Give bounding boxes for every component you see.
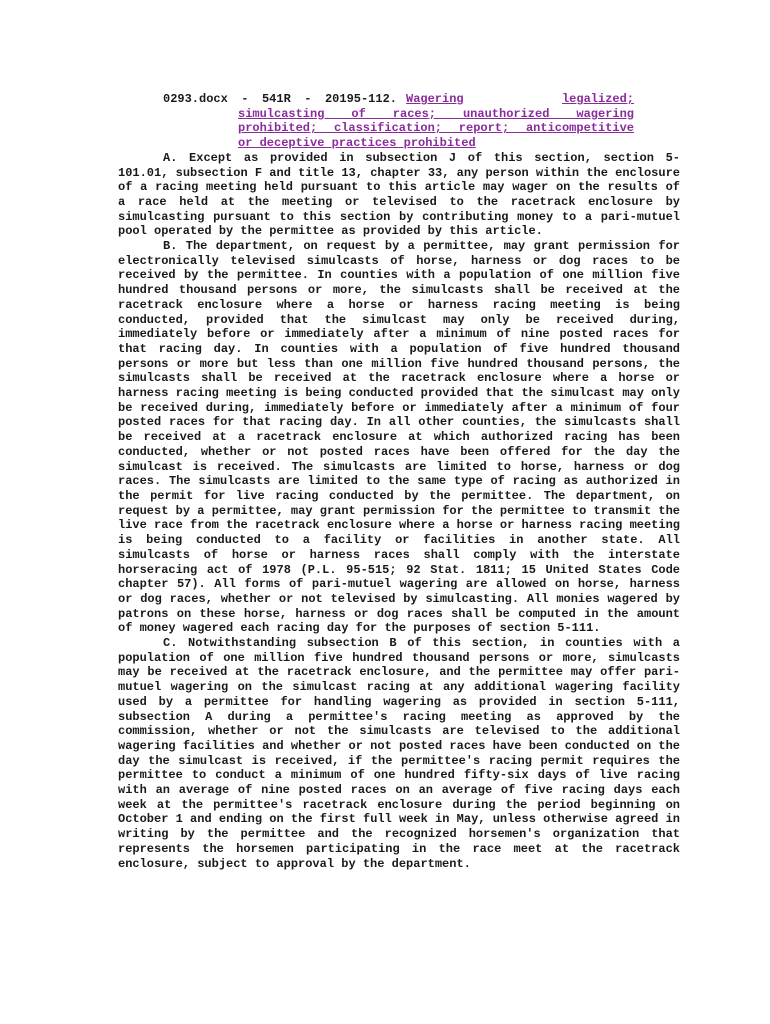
section-title-text: simulcasting of races; unauthorized wagering xyxy=(238,106,634,121)
section-heading-lead xyxy=(163,92,397,107)
section-title-line xyxy=(238,136,634,151)
section-heading-line xyxy=(163,92,634,107)
section-title-word: Wagering xyxy=(406,92,464,106)
section-title-line xyxy=(238,107,634,122)
separator-dash: - xyxy=(304,92,312,106)
separator-dash: - xyxy=(241,92,249,106)
section-number xyxy=(325,92,397,107)
subsection-a: A. Except as provided in subsection J of this section, section 5-101.01, subsection F and title 13, chapter 33, any person within the enclosure of a racing meeting held pursuant to this article may wager on the results of a race held at the meeting or televised to the racetrack enclosure by simulcasting pursuant to this section by contributing money to a pari-mutuel pool operated by the permittee as provided by this article. xyxy=(118,150,680,239)
section-title-text: prohibited; classification; report; anticompetitive xyxy=(238,121,634,136)
section-title-word: legalized; xyxy=(561,92,634,106)
doc-file-name: 0293.docx xyxy=(163,92,228,106)
document-page xyxy=(118,92,680,871)
section-title-start xyxy=(397,92,634,107)
section-title-text: or deceptive practices prohibited xyxy=(238,136,476,151)
subsection-b: B. The department, on request by a permittee, may grant permission for electronically televised simulcasts of horse, harness or dog races to be received by the permittee. In counties with a population of one million five hundred thousand persons or more, the simulcasts shall be received at the racetrack enclosure where a horse or harness racing meeting is being conducted, provided that the simulcast may only be received during, immediately before or immediately after a minimum of nine posted races for that racing day. In counties with a population of five hundred thousand persons or more but less than one million five hundred thousand persons, the simulcasts shall be received at the racetrack enclosure where a horse or harness racing meeting is being conducted provided that the simulcast may only be received during, immediately before or immediately after a minimum of four posted races for that racing day. In all other counties, the simulcasts shall be received at a racetrack enclosure at which authorized racing has been conducted, whether or not posted races have been offered for the day the simulcast is received. The simulcasts are limited to horse, harness or dog races. The simulcasts are limited to the same type of racing as authorized in the permit for live racing conducted by the permittee. The department, on request by a permittee, may grant permission for the permittee to transmit the live race from the racetrack enclosure where a horse or harness racing meeting is being conducted to a facility or facilities in another state. All simulcasts of horse or harness races shall comply with the interstate horseracing act of 1978 (P.L. 95-515; 92 Stat. 1811; 15 United States Code chapter 57). All forms of pari-mutuel wagering are allowed on horse, harness or dog races, whether or not televised by simulcasting. All monies wagered by patrons on these horse, harness or dog races shall be computed in the amount of money wagered each racing day for the purposes of section 5-111. xyxy=(118,239,680,636)
year-code: 20195 xyxy=(324,92,361,106)
section-title-line xyxy=(238,121,634,136)
bill-number: 541R xyxy=(261,92,291,106)
section-ref: -112. xyxy=(360,92,397,106)
subsection-c: C. Notwithstanding subsection B of this section, in counties with a population of one million five hundred thousand persons or more, simulcasts may be received at the racetrack enclosure, and the permittee may offer pari-mutuel wagering on the simulcast racing at any additional wagering facility used by a permittee for handling wagering as provided in section 5-111, subsection A during a permittee's racing meeting as approved by the commission, whether or not the simulcasts are televised to the additional wagering facilities and whether or not posted races have been conducted on the day the simulcast is received, if the permittee's racing permit requires the permittee to conduct a minimum of one hundred fifty-six days of live racing with an average of nine posted races on an average of five racing days each week at the permittee's racetrack enclosure during the period beginning on October 1 and ending on the first full week in May, unless otherwise agreed in writing by the permittee and the recognized horsemen's organization that represents the horsemen participating in the race meet at the racetrack enclosure, subject to approval by the department. xyxy=(118,636,680,871)
